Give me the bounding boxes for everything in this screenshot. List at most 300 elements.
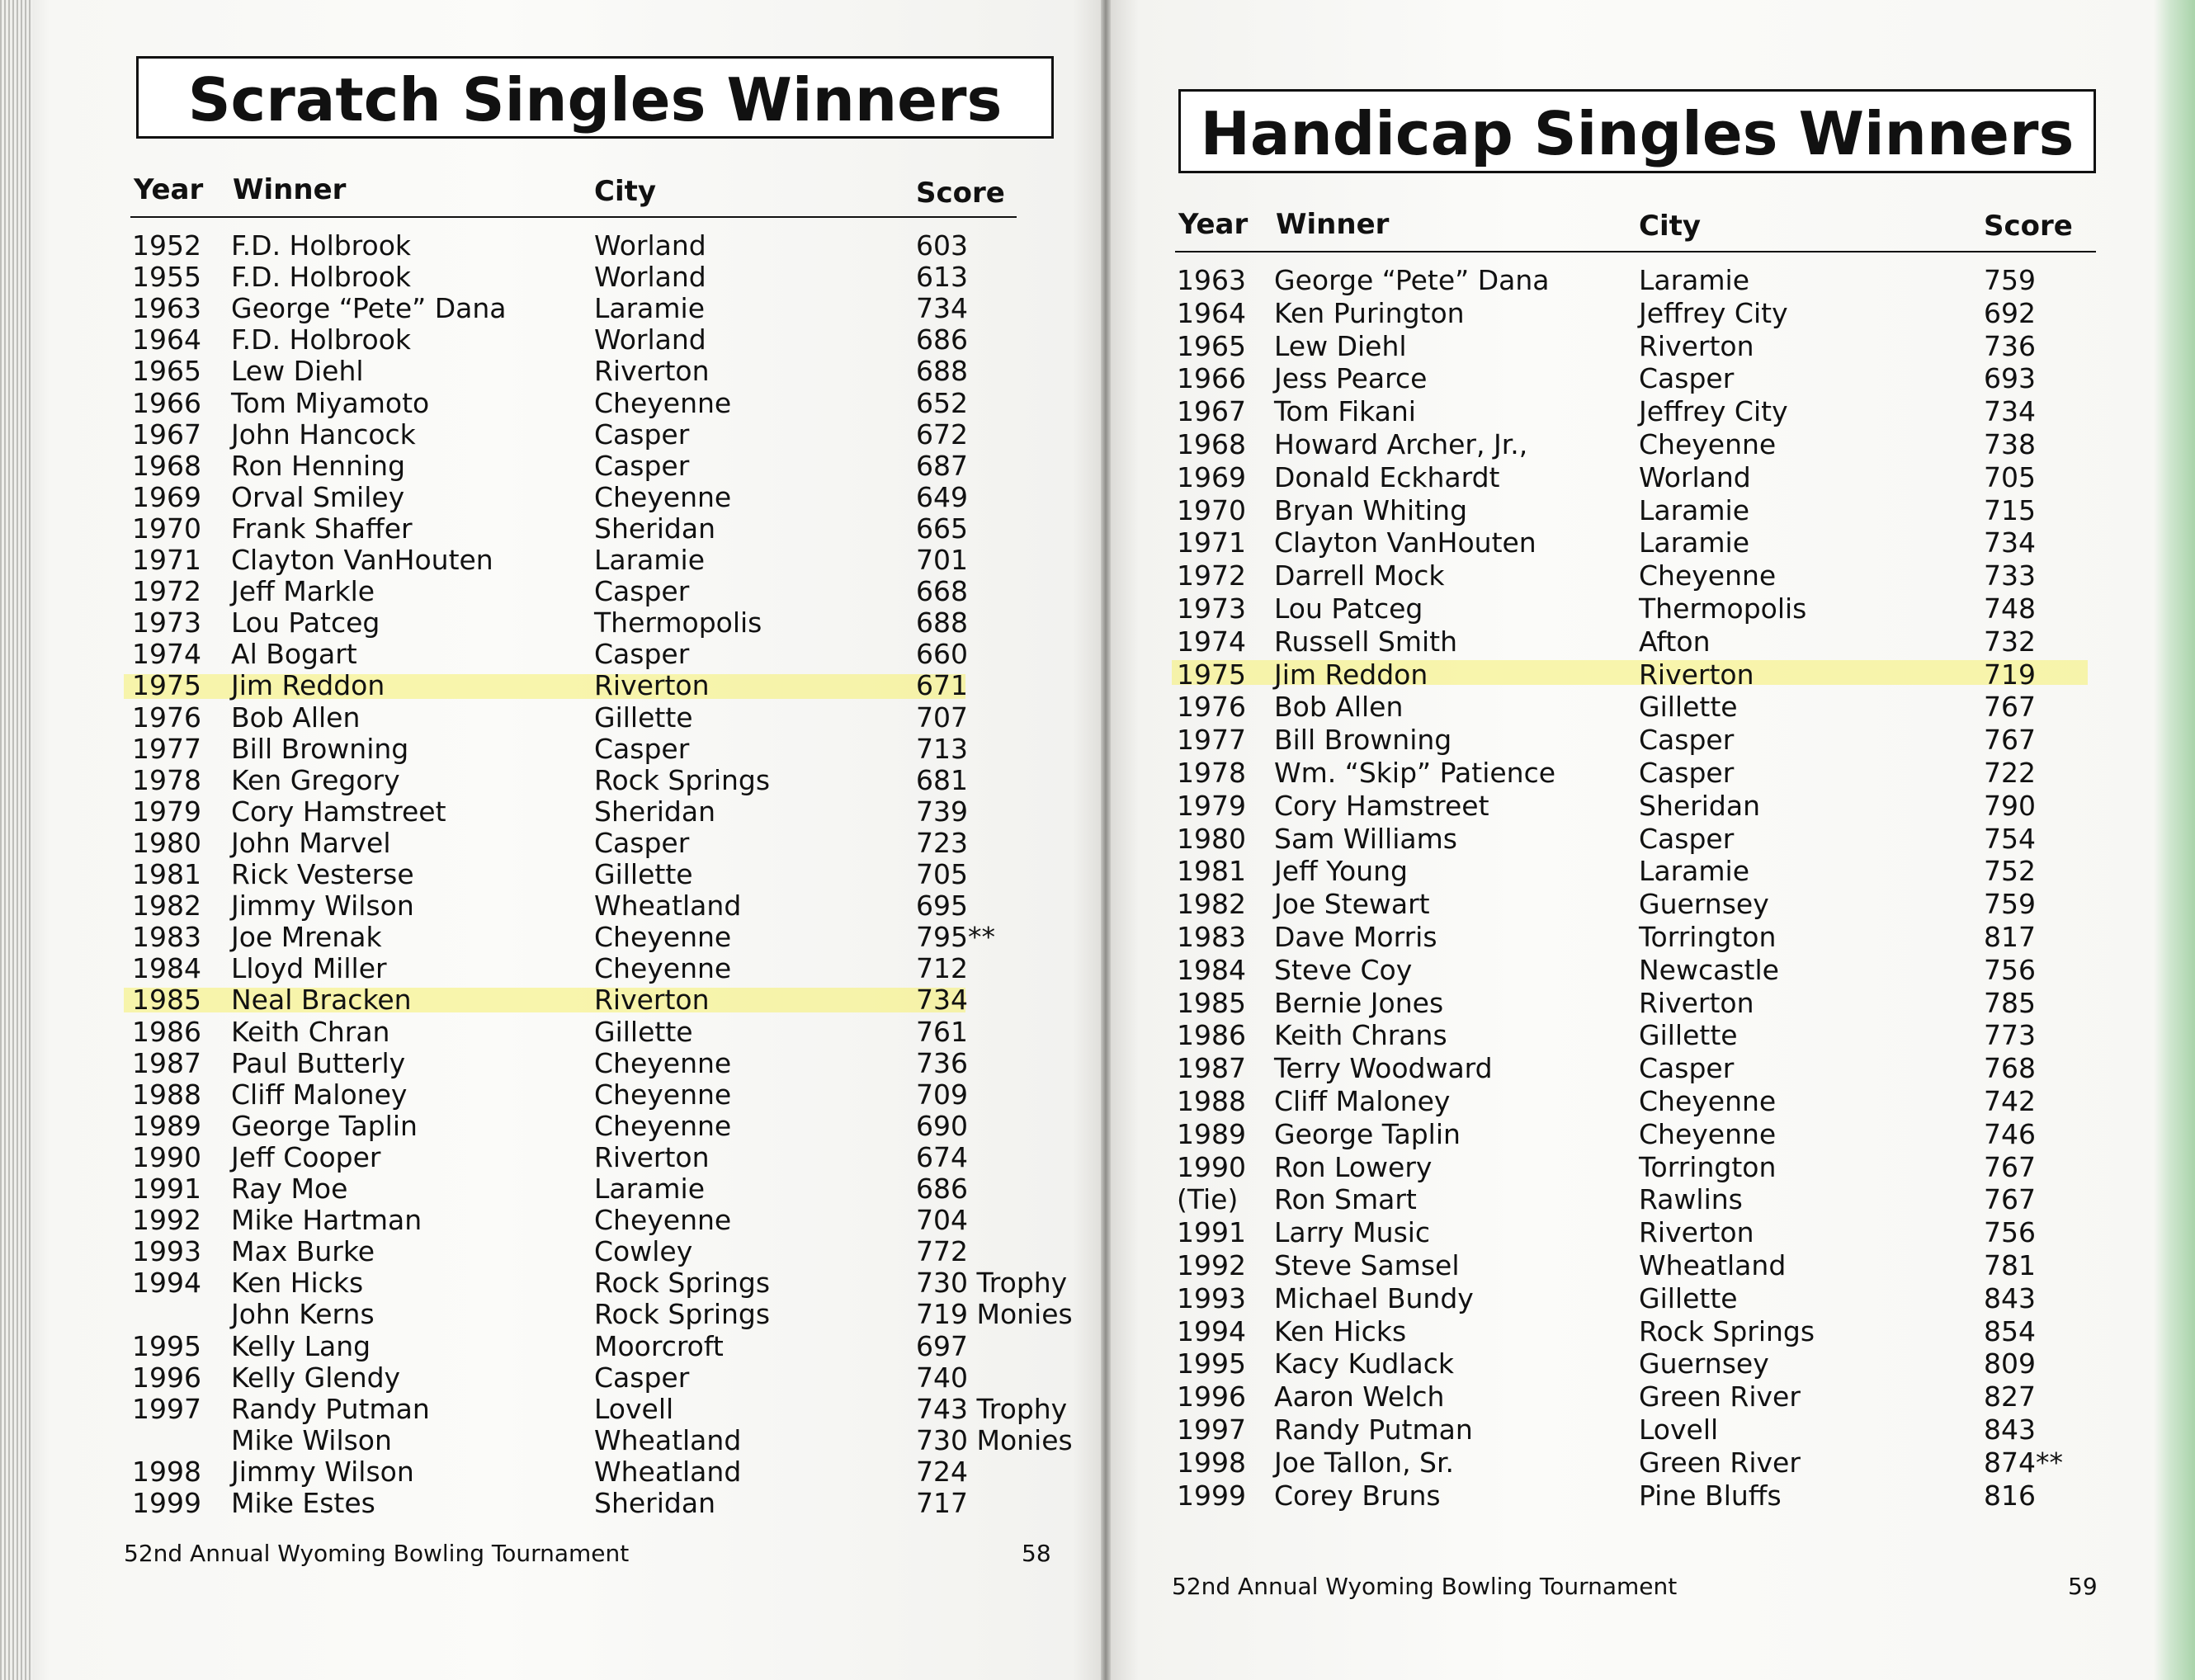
year-cell: 1994: [1177, 1314, 1246, 1347]
header-rule: [130, 216, 1017, 218]
score-cell: 722: [1984, 757, 2036, 789]
table-row: [1106, 1118, 2170, 1149]
winner-cell: Ken Gregory: [231, 763, 400, 796]
score-cell: 773: [1984, 1019, 2036, 1052]
year-cell: 1967: [132, 418, 201, 451]
page-footer: 52nd Annual Wyoming Bowling Tournament: [1172, 1573, 1678, 1600]
score-cell: 767: [1984, 1150, 2036, 1183]
year-cell: 1978: [132, 763, 201, 796]
winner-cell: Aaron Welch: [1274, 1380, 1445, 1413]
year-cell: 1993: [132, 1235, 201, 1268]
city-cell: Sheridan: [594, 512, 715, 545]
winner-cell: Cliff Maloney: [1274, 1085, 1451, 1117]
score-cell: 768: [1984, 1052, 2036, 1085]
score-cell: 874**: [1984, 1446, 2063, 1479]
city-cell: Cheyenne: [1639, 559, 1777, 592]
table-row: [0, 669, 1073, 701]
table-row: [0, 606, 1073, 638]
winner-cell: Cory Hamstreet: [1274, 789, 1489, 822]
score-cell: 692: [1984, 296, 2036, 329]
winner-cell: Max Burke: [231, 1235, 375, 1268]
year-cell: 1986: [1177, 1019, 1246, 1052]
year-cell: 1970: [132, 512, 201, 545]
city-cell: Casper: [1639, 362, 1735, 395]
winner-cell: Jimmy Wilson: [231, 1455, 414, 1488]
winner-cell: Joe Mrenak: [231, 921, 382, 954]
table-row: [0, 984, 1073, 1015]
year-cell: 1983: [132, 921, 201, 954]
score-cell: 772: [916, 1235, 968, 1268]
year-cell: 1955: [132, 261, 201, 294]
winner-cell: Ken Hicks: [231, 1267, 364, 1300]
score-cell: 740: [916, 1361, 968, 1394]
city-cell: Gillette: [594, 701, 693, 734]
score-cell: 843: [1984, 1281, 2036, 1314]
page-title: Handicap Singles Winners: [1178, 89, 2096, 173]
year-cell: 1981: [1177, 855, 1246, 888]
city-cell: Casper: [594, 638, 690, 671]
right-page: [1106, 0, 2195, 1680]
score-cell: 738: [1984, 428, 2036, 460]
winner-cell: Jim Reddon: [231, 669, 385, 702]
score-cell: 649: [916, 480, 968, 513]
table-row: [0, 764, 1073, 795]
city-cell: Thermopolis: [1639, 592, 1807, 625]
table-row: [1106, 658, 2170, 690]
city-cell: Cheyenne: [1639, 1085, 1777, 1117]
city-cell: Newcastle: [1639, 953, 1779, 986]
winner-cell: Bill Browning: [231, 732, 409, 765]
score-cell: 761: [916, 1015, 968, 1048]
winner-cell: Randy Putman: [231, 1392, 430, 1425]
winner-cell: Ron Henning: [231, 449, 406, 482]
year-cell: 1978: [1177, 757, 1246, 789]
table-row: [1106, 724, 2170, 755]
column-header-winner: Winner: [233, 173, 347, 206]
year-cell: 1977: [1177, 724, 1246, 757]
table-row: [0, 733, 1073, 764]
table-row: [1106, 987, 2170, 1018]
city-cell: Green River: [1639, 1380, 1801, 1413]
city-cell: Rock Springs: [594, 763, 771, 796]
table-row: [1106, 428, 2170, 460]
winner-cell: John Kerns: [231, 1298, 375, 1331]
city-cell: Afton: [1639, 625, 1711, 658]
score-cell: 781: [1984, 1249, 2036, 1281]
winner-cell: Ron Lowery: [1274, 1150, 1433, 1183]
winner-cell: Darrell Mock: [1274, 559, 1445, 592]
city-cell: Riverton: [594, 355, 710, 388]
table-row: [1106, 1413, 2170, 1445]
score-cell: 723: [916, 826, 968, 859]
score-cell: 715: [1984, 493, 2036, 526]
winner-cell: Steve Samsel: [1274, 1249, 1460, 1281]
year-cell: 1989: [1177, 1117, 1246, 1150]
city-cell: Wheatland: [1639, 1249, 1787, 1281]
year-cell: 1994: [132, 1267, 201, 1300]
winner-cell: Jeff Cooper: [231, 1140, 381, 1173]
winner-cell: Clayton VanHouten: [1274, 526, 1536, 559]
winner-cell: Cory Hamstreet: [231, 795, 446, 828]
year-cell: 1982: [1177, 888, 1246, 921]
year-cell: 1974: [132, 638, 201, 671]
score-cell: 717: [916, 1487, 968, 1519]
table-row: [0, 1204, 1073, 1235]
city-cell: Cheyenne: [594, 480, 732, 513]
city-cell: Guernsey: [1639, 888, 1769, 921]
table-row: [1106, 395, 2170, 427]
table-row: [0, 1235, 1073, 1267]
year-cell: 1992: [1177, 1249, 1246, 1281]
city-cell: Riverton: [1639, 986, 1754, 1019]
table-row: [0, 1016, 1073, 1047]
winner-cell: Lew Diehl: [1274, 329, 1407, 362]
winner-cell: Lou Patceg: [231, 606, 380, 639]
year-cell: 1998: [132, 1455, 201, 1488]
table-row: [0, 575, 1073, 606]
score-cell: 681: [916, 763, 968, 796]
column-header-city: City: [1639, 210, 1702, 243]
table-row: [0, 921, 1073, 952]
city-cell: Torrington: [1639, 921, 1777, 953]
winner-cell: Bill Browning: [1274, 724, 1452, 757]
city-cell: Laramie: [594, 292, 706, 325]
table-row: [0, 701, 1073, 733]
winner-cell: Mike Hartman: [231, 1204, 422, 1237]
score-cell: 752: [1984, 855, 2036, 888]
table-row: [1106, 1380, 2170, 1412]
city-cell: Rawlins: [1639, 1183, 1743, 1216]
score-cell: 693: [1984, 362, 2036, 395]
score-cell: 790: [1984, 789, 2036, 822]
year-cell: 1972: [132, 575, 201, 608]
score-cell: 674: [916, 1140, 968, 1173]
table-row: [1106, 297, 2170, 328]
year-cell: 1971: [132, 544, 201, 576]
winner-cell: Larry Music: [1274, 1216, 1431, 1249]
year-cell: 1998: [1177, 1446, 1246, 1479]
score-cell: 733: [1984, 559, 2036, 592]
table-row: [1106, 592, 2170, 624]
city-cell: Laramie: [594, 1173, 706, 1205]
header-rule: [1175, 251, 2096, 252]
city-cell: Rock Springs: [1639, 1314, 1815, 1347]
year-cell: 1980: [132, 826, 201, 859]
winner-cell: Bryan Whiting: [1274, 493, 1468, 526]
winner-cell: Ken Purington: [1274, 296, 1465, 329]
table-row: [1106, 1249, 2170, 1281]
score-cell: 748: [1984, 592, 2036, 625]
year-cell: 1972: [1177, 559, 1246, 592]
city-cell: Wheatland: [594, 1455, 742, 1488]
score-cell: 795**: [916, 921, 995, 954]
score-cell: 759: [1984, 888, 2036, 921]
score-cell: 746: [1984, 1117, 2036, 1150]
year-cell: 1995: [1177, 1347, 1246, 1380]
city-cell: Wheatland: [594, 1423, 742, 1456]
table-row: [0, 323, 1073, 355]
year-cell: 1993: [1177, 1281, 1246, 1314]
score-cell: 719: [1984, 658, 2036, 691]
city-cell: Worland: [594, 261, 706, 294]
winner-cell: Keith Chran: [231, 1015, 390, 1048]
year-cell: 1963: [1177, 264, 1246, 296]
table-row: [1106, 1019, 2170, 1050]
winner-cell: Kelly Lang: [231, 1329, 371, 1362]
score-cell: 809: [1984, 1347, 2036, 1380]
table-row: [0, 544, 1073, 575]
score-cell: 660: [916, 638, 968, 671]
score-cell: 705: [1984, 460, 2036, 493]
city-cell: Casper: [594, 826, 690, 859]
city-cell: Gillette: [1639, 691, 1738, 724]
score-cell: 705: [916, 858, 968, 890]
city-cell: Casper: [594, 1361, 690, 1394]
year-cell: 1985: [1177, 986, 1246, 1019]
table-row: [1106, 921, 2170, 952]
score-cell: 603: [916, 229, 968, 262]
year-cell: 1984: [1177, 953, 1246, 986]
year-cell: 1973: [1177, 592, 1246, 625]
table-row: [1106, 1151, 2170, 1182]
year-cell: 1968: [132, 449, 201, 482]
city-cell: Sheridan: [594, 1487, 715, 1519]
table-row: [1106, 264, 2170, 295]
table-row: [0, 795, 1073, 827]
score-cell: 712: [916, 952, 968, 985]
table-row: [0, 827, 1073, 858]
score-cell: 704: [916, 1204, 968, 1237]
winner-cell: Keith Chrans: [1274, 1019, 1447, 1052]
winner-cell: Bernie Jones: [1274, 986, 1444, 1019]
score-cell: 709: [916, 1078, 968, 1111]
city-cell: Worland: [594, 229, 706, 262]
table-row: [0, 1361, 1073, 1393]
winner-cell: Neal Bracken: [231, 984, 412, 1017]
winner-cell: Howard Archer, Jr.,: [1274, 428, 1528, 460]
city-cell: Gillette: [1639, 1019, 1738, 1052]
score-cell: 690: [916, 1109, 968, 1142]
city-cell: Casper: [1639, 724, 1735, 757]
score-cell: 767: [1984, 691, 2036, 724]
column-header-score: Score: [916, 177, 1005, 210]
page-title: Scratch Singles Winners: [136, 56, 1054, 139]
year-cell: 1997: [132, 1392, 201, 1425]
city-cell: Lovell: [594, 1392, 674, 1425]
city-cell: Cheyenne: [594, 952, 732, 985]
table-row: [1106, 790, 2170, 821]
table-row: [1106, 559, 2170, 591]
year-cell: 1975: [132, 669, 201, 702]
score-cell: 817: [1984, 921, 2036, 953]
winner-cell: Kacy Kudlack: [1274, 1347, 1454, 1380]
page-number: 59: [2068, 1573, 2098, 1600]
city-cell: Cheyenne: [1639, 428, 1777, 460]
winner-cell: Rick Vesterse: [231, 858, 414, 890]
city-cell: Gillette: [594, 858, 693, 890]
city-cell: Riverton: [1639, 658, 1754, 691]
score-cell: 672: [916, 418, 968, 451]
table-row: [1106, 1085, 2170, 1116]
score-cell: 756: [1984, 953, 2036, 986]
winner-cell: Joe Stewart: [1274, 888, 1430, 921]
winner-cell: George “Pete” Dana: [231, 292, 507, 325]
winner-cell: Tom Miyamoto: [231, 386, 430, 419]
score-cell: 736: [1984, 329, 2036, 362]
year-cell: 1992: [132, 1204, 201, 1237]
year-cell: 1999: [132, 1487, 201, 1519]
table-row: [0, 229, 1073, 261]
winner-cell: Corey Bruns: [1274, 1479, 1441, 1512]
table-row: [0, 1298, 1073, 1329]
score-cell: 719 Monies: [916, 1298, 1073, 1331]
year-cell: 1963: [132, 292, 201, 325]
city-cell: Worland: [594, 323, 706, 356]
winner-cell: F.D. Holbrook: [231, 261, 412, 294]
winner-cell: Bob Allen: [1274, 691, 1404, 724]
table-row: [0, 1424, 1073, 1456]
city-cell: Torrington: [1639, 1150, 1777, 1183]
table-row: [1106, 855, 2170, 886]
score-cell: 854: [1984, 1314, 2036, 1347]
year-cell: 1969: [132, 480, 201, 513]
year-cell: 1952: [132, 229, 201, 262]
city-cell: Pine Bluffs: [1639, 1479, 1782, 1512]
table-row: [1106, 461, 2170, 493]
table-row: [0, 1330, 1073, 1361]
table-row: [1106, 1347, 2170, 1379]
score-cell: 734: [916, 984, 968, 1017]
year-cell: 1999: [1177, 1479, 1246, 1512]
winner-cell: Joe Tallon, Sr.: [1274, 1446, 1455, 1479]
year-cell: 1966: [132, 386, 201, 419]
city-cell: Sheridan: [1639, 789, 1760, 822]
winner-cell: Bob Allen: [231, 701, 361, 734]
winner-cell: Lou Patceg: [1274, 592, 1423, 625]
winner-cell: Jeff Markle: [231, 575, 375, 608]
city-cell: Cheyenne: [594, 1204, 732, 1237]
city-cell: Jeffrey City: [1639, 296, 1788, 329]
table-row: [0, 890, 1073, 921]
winner-cell: F.D. Holbrook: [231, 229, 412, 262]
winner-cell: Terry Woodward: [1274, 1052, 1493, 1085]
score-cell: 686: [916, 1173, 968, 1205]
score-cell: 843: [1984, 1413, 2036, 1446]
score-cell: 767: [1984, 724, 2036, 757]
score-cell: 734: [916, 292, 968, 325]
winner-cell: Randy Putman: [1274, 1413, 1473, 1446]
table-row: [0, 1078, 1073, 1110]
winner-cell: Ron Smart: [1274, 1183, 1417, 1216]
year-cell: 1977: [132, 732, 201, 765]
table-row: [1106, 494, 2170, 526]
city-cell: Laramie: [1639, 526, 1750, 559]
year-cell: 1982: [132, 890, 201, 923]
year-cell: 1979: [1177, 789, 1246, 822]
city-cell: Cheyenne: [594, 1078, 732, 1111]
winner-cell: Michael Bundy: [1274, 1281, 1474, 1314]
winner-cell: Tom Fikani: [1274, 395, 1416, 428]
table-row: [1106, 888, 2170, 919]
year-cell: 1990: [1177, 1150, 1246, 1183]
score-cell: 697: [916, 1329, 968, 1362]
score-cell: 754: [1984, 822, 2036, 855]
column-header-winner: Winner: [1276, 208, 1390, 241]
winner-cell: Wm. “Skip” Patience: [1274, 757, 1556, 789]
city-cell: Laramie: [1639, 493, 1750, 526]
winner-cell: Jimmy Wilson: [231, 890, 414, 923]
year-cell: 1976: [132, 701, 201, 734]
table-row: [1106, 1052, 2170, 1083]
city-cell: Casper: [1639, 822, 1735, 855]
table-row: [0, 292, 1073, 323]
city-cell: Riverton: [594, 669, 710, 702]
score-cell: 742: [1984, 1085, 2036, 1117]
winner-cell: Ken Hicks: [1274, 1314, 1407, 1347]
table-row: [0, 1393, 1073, 1424]
score-cell: 713: [916, 732, 968, 765]
table-row: [0, 387, 1073, 418]
table-row: [0, 952, 1073, 984]
page-footer: 52nd Annual Wyoming Bowling Tournament: [124, 1540, 630, 1567]
city-cell: Cheyenne: [594, 1109, 732, 1142]
city-cell: Cheyenne: [594, 921, 732, 954]
column-header-city: City: [594, 175, 657, 208]
table-row: [0, 1267, 1073, 1298]
table-row: [0, 1456, 1073, 1487]
year-cell: 1965: [1177, 329, 1246, 362]
score-cell: 756: [1984, 1216, 2036, 1249]
score-cell: 687: [916, 449, 968, 482]
year-cell: 1966: [1177, 362, 1246, 395]
score-cell: 732: [1984, 625, 2036, 658]
winner-cell: Mike Estes: [231, 1487, 375, 1519]
table-row: [1106, 1216, 2170, 1248]
score-cell: 613: [916, 261, 968, 294]
year-cell: 1988: [1177, 1085, 1246, 1117]
winner-cell: Jim Reddon: [1274, 658, 1428, 691]
city-cell: Cheyenne: [594, 1046, 732, 1079]
winner-cell: Al Bogart: [231, 638, 357, 671]
year-cell: 1989: [132, 1109, 201, 1142]
winner-cell: John Marvel: [231, 826, 391, 859]
year-cell: 1968: [1177, 428, 1246, 460]
city-cell: Green River: [1639, 1446, 1801, 1479]
winner-cell: George “Pete” Dana: [1274, 264, 1550, 296]
book-binding: [1101, 0, 1111, 1680]
table-row: [1106, 1282, 2170, 1314]
table-row: [0, 1141, 1073, 1173]
year-cell: 1991: [132, 1173, 201, 1205]
city-cell: Casper: [1639, 757, 1735, 789]
table-row: [1106, 1183, 2170, 1215]
table-row: [1106, 625, 2170, 657]
year-cell: 1987: [132, 1046, 201, 1079]
year-cell: 1987: [1177, 1052, 1246, 1085]
year-cell: 1997: [1177, 1413, 1246, 1446]
score-cell: 734: [1984, 526, 2036, 559]
score-cell: 668: [916, 575, 968, 608]
table-row: [0, 1173, 1073, 1204]
year-cell: 1996: [132, 1361, 201, 1394]
score-cell: 688: [916, 606, 968, 639]
winner-cell: Jeff Young: [1274, 855, 1409, 888]
year-cell: 1996: [1177, 1380, 1246, 1413]
table-row: [0, 1487, 1073, 1518]
column-header-year: Year: [1178, 208, 1249, 241]
year-cell: 1976: [1177, 691, 1246, 724]
winner-cell: Lew Diehl: [231, 355, 364, 388]
